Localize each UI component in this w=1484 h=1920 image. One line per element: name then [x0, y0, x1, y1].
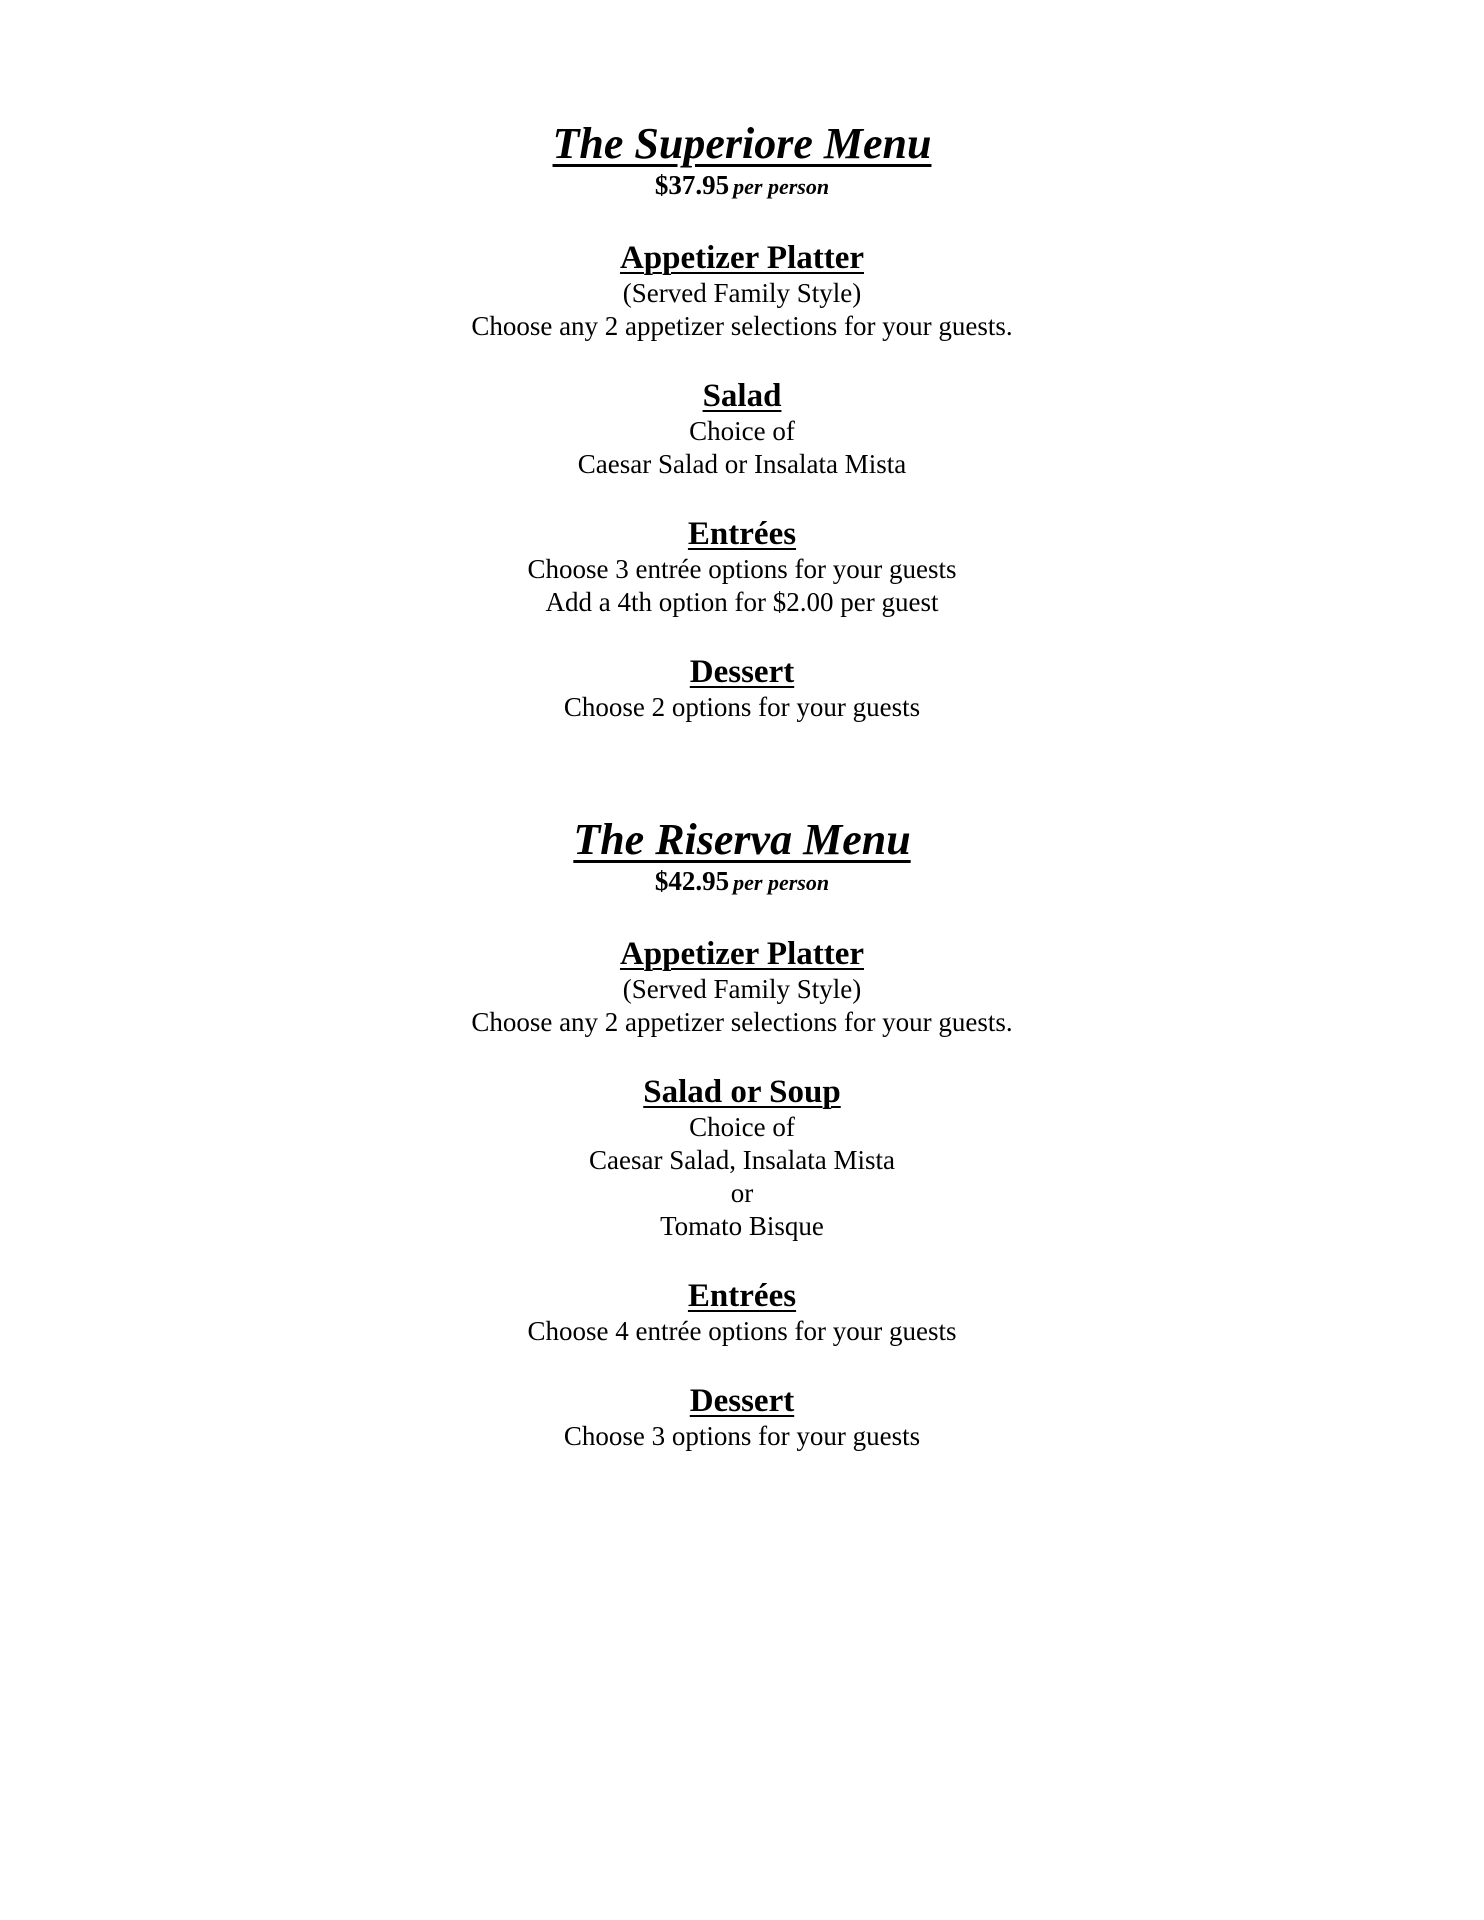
- section-line: (Served Family Style): [622, 974, 862, 1004]
- section-line: Choose 3 options for your guests: [563, 1421, 921, 1451]
- price-line: [0, 866, 1484, 901]
- section-heading: Dessert: [689, 1383, 795, 1419]
- section-line: Choose any 2 appetizer selections for your guests.: [471, 1007, 1013, 1037]
- section-heading: Entrées: [687, 1278, 797, 1314]
- section-line: Add a 4th option for $2.00 per guest: [545, 587, 939, 617]
- menu-price: $42.95: [654, 866, 730, 896]
- section-heading: Salad: [702, 378, 782, 414]
- menu-riserva: [0, 814, 1484, 1453]
- section-line: Choose 4 entrée options for your guests: [527, 1316, 957, 1346]
- section-line: Choose 3 entrée options for your guests: [527, 554, 957, 584]
- section-heading: Salad or Soup: [643, 1074, 841, 1110]
- section-line: Choice of: [689, 416, 795, 446]
- section-heading: Appetizer Platter: [619, 240, 865, 276]
- section-entrees: [0, 1277, 1484, 1348]
- menu-title: The Superiore Menu: [552, 119, 932, 168]
- section-heading: Entrées: [687, 516, 797, 552]
- section-dessert: [0, 653, 1484, 724]
- price-unit: per person: [733, 174, 830, 199]
- section-salad-or-soup: [0, 1073, 1484, 1243]
- section-line: Caesar Salad, Insalata Mista: [589, 1145, 895, 1175]
- section-line: (Served Family Style): [622, 278, 862, 308]
- section-line: Choice of: [689, 1112, 795, 1142]
- menu-superiore: [0, 118, 1484, 724]
- section-line: Choose any 2 appetizer selections for your guests.: [471, 311, 1013, 341]
- section-line: Tomato Bisque: [660, 1211, 824, 1241]
- section-entrees: [0, 515, 1484, 619]
- price-line: [0, 170, 1484, 205]
- price-unit: per person: [733, 870, 830, 895]
- menu-price: $37.95: [654, 170, 730, 200]
- section-heading: Appetizer Platter: [619, 936, 865, 972]
- section-heading: Dessert: [689, 654, 795, 690]
- section-line: or: [730, 1178, 754, 1208]
- section-line: Choose 2 options for your guests: [563, 692, 921, 722]
- section-dessert: [0, 1382, 1484, 1453]
- section-line: Caesar Salad or Insalata Mista: [577, 449, 907, 479]
- section-appetizer-platter: [0, 935, 1484, 1039]
- menu-title: The Riserva Menu: [573, 815, 911, 864]
- section-appetizer-platter: [0, 239, 1484, 343]
- section-salad: [0, 377, 1484, 481]
